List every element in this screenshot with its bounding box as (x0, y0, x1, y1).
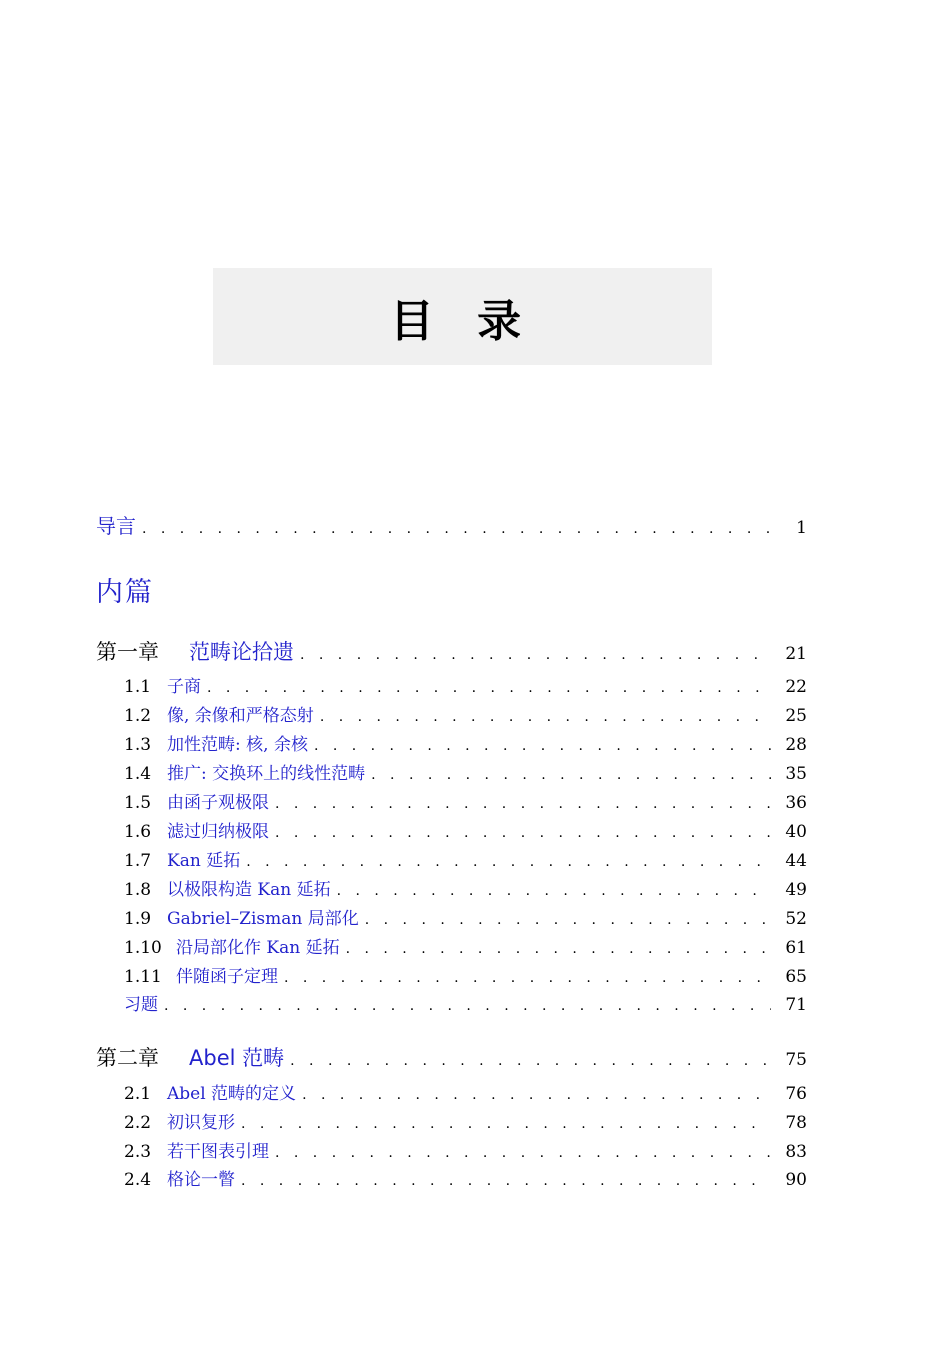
section-title[interactable]: 初识复形 (167, 1113, 235, 1133)
leader-dots (275, 825, 771, 841)
leader-dots (241, 1116, 771, 1132)
section-number: 1.4 (124, 764, 152, 784)
toc-entry-section[interactable] (124, 672, 807, 697)
section-number: 2.1 (124, 1084, 152, 1104)
section-number: 1.1 (124, 677, 152, 697)
leader-dots (337, 883, 771, 899)
page-number: 22 (785, 677, 807, 697)
toc-entry-section[interactable] (124, 730, 807, 755)
toc-entry-section[interactable] (124, 817, 807, 842)
section-number: 2.3 (124, 1142, 152, 1162)
page-number: 52 (785, 909, 807, 929)
section-number: 1.5 (124, 793, 152, 813)
leader-dots (246, 854, 771, 870)
section-title[interactable]: 习题 (124, 995, 158, 1015)
section-title[interactable]: 滤过归纳极限 (167, 822, 269, 842)
section-title[interactable]: Kan 延拓 (167, 851, 241, 871)
toc-entry-section[interactable] (124, 788, 807, 813)
toc-entry-section[interactable] (124, 962, 807, 987)
page-number: 71 (785, 995, 807, 1015)
toc-entry-section[interactable] (124, 875, 807, 900)
toc-entry-section[interactable] (124, 846, 807, 871)
section-title[interactable]: 伴随函子定理 (176, 967, 278, 987)
chapter-title[interactable]: Abel 范畴 (189, 1046, 285, 1070)
toc-entry-section[interactable] (124, 933, 807, 958)
toc-title: 目 录 (389, 295, 536, 347)
toc-entry-exercises[interactable] (124, 990, 807, 1015)
section-title[interactable]: 子商 (167, 677, 201, 697)
section-title[interactable]: 沿局部化作 Kan 延拓 (176, 938, 340, 958)
section-title[interactable]: 由函子观极限 (167, 793, 269, 813)
section-number: 1.3 (124, 735, 152, 755)
leader-dots (290, 1053, 771, 1069)
chapter-title[interactable]: 范畴论拾遗 (189, 640, 294, 664)
part-heading[interactable]: 内篇 (96, 577, 154, 608)
page-number: 65 (785, 967, 807, 987)
page-number: 36 (785, 793, 807, 813)
leader-dots (142, 521, 771, 537)
leader-dots (275, 796, 771, 812)
page-number: 90 (785, 1170, 807, 1190)
leader-dots (284, 970, 771, 986)
section-number: 1.10 (124, 938, 162, 958)
section-number: 2.4 (124, 1170, 152, 1190)
toc-title-box (213, 268, 712, 365)
leader-dots (314, 738, 771, 754)
leader-dots (300, 647, 771, 663)
leader-dots (241, 1173, 771, 1189)
page-number: 49 (785, 880, 807, 900)
section-number: 1.8 (124, 880, 152, 900)
toc-entry-section[interactable] (124, 1165, 807, 1190)
page-number: 75 (785, 1050, 807, 1070)
leader-dots (302, 1087, 771, 1103)
toc-entry-section[interactable] (124, 1137, 807, 1162)
section-title[interactable]: 加性范畴: 核, 余核 (167, 735, 308, 755)
section-title[interactable]: 格论一瞥 (167, 1170, 235, 1190)
section-number: 2.2 (124, 1113, 152, 1133)
chapter-number: 第一章 (96, 640, 159, 664)
section-title[interactable]: 以极限构造 Kan 延拓 (167, 880, 331, 900)
page-number: 83 (785, 1142, 807, 1162)
page-number: 44 (785, 851, 807, 871)
page-number: 21 (785, 644, 807, 664)
page-number: 1 (796, 518, 807, 538)
section-title[interactable]: Abel 范畴的定义 (167, 1084, 297, 1104)
leader-dots (320, 709, 771, 725)
page-number: 35 (785, 764, 807, 784)
section-number: 1.7 (124, 851, 152, 871)
section-number: 1.11 (124, 967, 162, 987)
toc-entry-chapter-1[interactable] (96, 636, 807, 666)
page-number: 76 (785, 1084, 807, 1104)
chapter-number: 第二章 (96, 1046, 159, 1070)
section-number: 1.9 (124, 909, 152, 929)
page-number: 61 (785, 938, 807, 958)
page-number: 25 (785, 706, 807, 726)
entry-label[interactable]: 导言 (96, 514, 136, 538)
toc-entry-section[interactable] (124, 1108, 807, 1133)
page-number: 78 (785, 1113, 807, 1133)
section-number: 1.6 (124, 822, 152, 842)
leader-dots (346, 941, 771, 957)
toc-entry-chapter-2[interactable] (96, 1042, 807, 1072)
page-number: 28 (785, 735, 807, 755)
page-number: 40 (785, 822, 807, 842)
leader-dots (275, 1145, 771, 1161)
toc-entry-section[interactable] (124, 701, 807, 726)
toc-entry-section[interactable] (124, 904, 807, 929)
leader-dots (371, 767, 771, 783)
section-title[interactable]: Gabriel–Zisman 局部化 (167, 909, 359, 929)
leader-dots (207, 680, 771, 696)
leader-dots (365, 912, 771, 928)
section-title[interactable]: 像, 余像和严格态射 (167, 706, 314, 726)
toc-entry-section[interactable] (124, 759, 807, 784)
section-title[interactable]: 推广: 交换环上的线性范畴 (167, 764, 366, 784)
section-number: 1.2 (124, 706, 152, 726)
toc-entry-intro[interactable] (96, 510, 807, 539)
section-title[interactable]: 若干图表引理 (167, 1142, 269, 1162)
leader-dots (164, 998, 771, 1014)
toc-entry-section[interactable] (124, 1079, 807, 1104)
